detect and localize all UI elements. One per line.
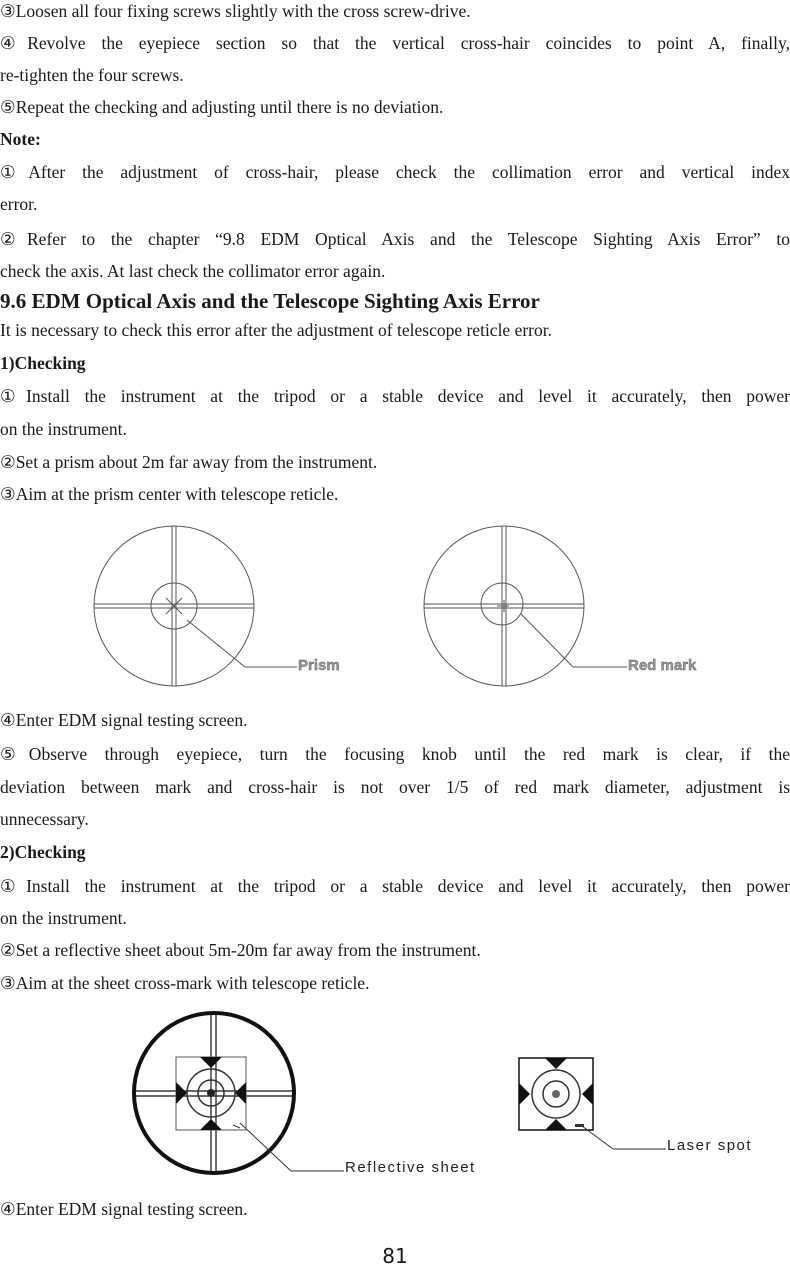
red-mark-label: Red mark xyxy=(628,657,697,674)
checking-1-step-5: ⑤Observe through eyepiece, turn the focusing knob until the red mark is clear, if the xyxy=(0,744,790,764)
checking-2-step-1: ①Install the instrument at the tripod or a stable device and level it accurately, then power xyxy=(0,876,790,896)
step-revolve-eyepiece-cont: re-tighten the four screws. xyxy=(0,65,184,85)
note-item-1-cont: error. xyxy=(0,194,38,214)
laser-spot-label: Laser spot xyxy=(667,1137,753,1154)
reflective-sheet-label: Reflective sheet xyxy=(345,1159,476,1176)
section-intro: It is necessary to check this error after the adjustment of telescope reticle error. xyxy=(0,320,552,340)
note-item-1: ①After the adjustment of cross-hair, please check the collimation error and vertical index xyxy=(0,162,790,182)
checking-1-heading: 1)Checking xyxy=(0,353,86,373)
page-number: 81 xyxy=(382,1244,408,1268)
checking-1-step-4: ④Enter EDM signal testing screen. xyxy=(0,710,248,730)
step-repeat: ⑤Repeat the checking and adjusting until there is no deviation. xyxy=(0,97,444,117)
checking-2-step-1-cont: on the instrument. xyxy=(0,908,127,928)
checking-1-step-3: ③Aim at the prism center with telescope reticle. xyxy=(0,484,339,504)
checking-1-step-2: ②Set a prism about 2m far away from the instrument. xyxy=(0,452,378,472)
checking-1-step-1: ①Install the instrument at the tripod or a stable device and level it accurately, then power xyxy=(0,386,790,406)
note-item-2-cont: check the axis. At last check the collimator error again. xyxy=(0,261,386,281)
checking-2-heading: 2)Checking xyxy=(0,842,86,862)
checking-2-step-4: ④Enter EDM signal testing screen. xyxy=(0,1199,248,1219)
prism-label: Prism xyxy=(298,657,340,674)
note-heading: Note: xyxy=(0,129,41,149)
prism-reticle-figure xyxy=(0,515,790,695)
prism-reticle xyxy=(94,526,297,686)
laser-spot-target xyxy=(519,1058,666,1149)
reflective-sheet-reticle xyxy=(134,1013,344,1173)
checking-1-step-1-cont: on the instrument. xyxy=(0,419,127,439)
step-loosen-screws: ③Loosen all four fixing screws slightly with the cross screw-drive. xyxy=(0,1,471,21)
step-revolve-eyepiece: ④Revolve the eyepiece section so that the vertical cross-hair coincides to point A, finally, xyxy=(0,33,790,53)
note-item-2: ②Refer to the chapter “9.8 EDM Optical Axis and the Telescope Sighting Axis Error” to xyxy=(0,229,790,249)
checking-2-step-3: ③Aim at the sheet cross-mark with telescope reticle. xyxy=(0,973,370,993)
checking-1-step-5-cont: deviation between mark and cross-hair is not over 1/5 of red mark diameter, adjustment is xyxy=(0,777,790,797)
checking-1-step-5-end: unnecessary. xyxy=(0,809,89,829)
red-mark-reticle xyxy=(424,526,627,686)
section-heading: 9.6 EDM Optical Axis and the Telescope Sighting Axis Error xyxy=(0,289,540,313)
checking-2-step-2: ②Set a reflective sheet about 5m-20m far away from the instrument. xyxy=(0,940,481,960)
reflective-sheet-figure xyxy=(0,1005,790,1185)
